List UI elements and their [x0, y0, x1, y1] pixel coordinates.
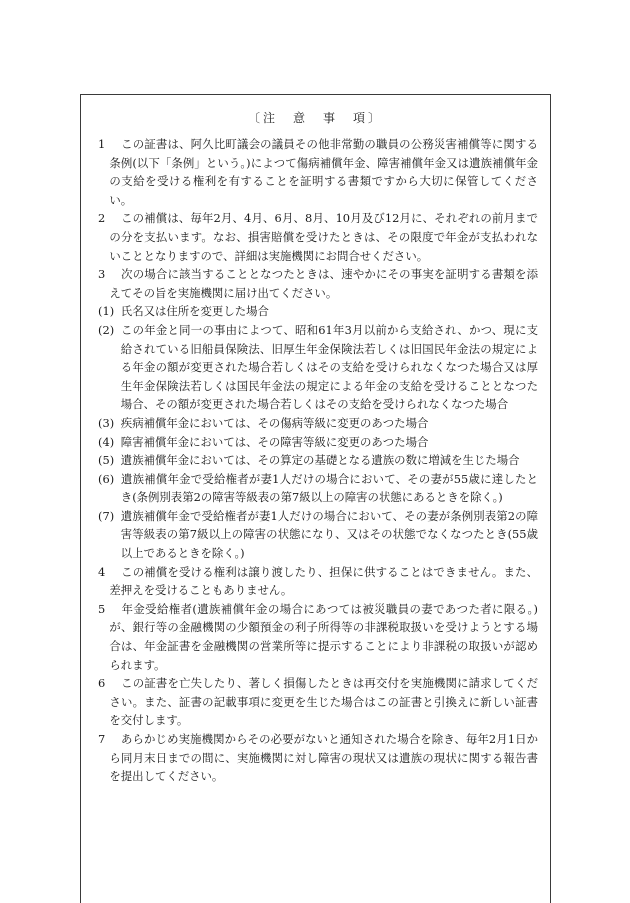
notice-item-7	[98, 730, 538, 786]
notice-frame	[80, 94, 551, 903]
notice-subitem-1	[98, 302, 538, 321]
item-text: この証書は、阿久比町議会の議員その他非常勤の職員の公務災害補償等に関する条例(以下「条例」という。)によつて傷病補償年金、障害補償年金又は遺族補償年金の支給を受ける権利を有することを証明する書類ですから大切に保管してください。	[109, 137, 538, 207]
subitem-text: 障害補償年金においては、その障害等級に変更のあつた場合	[120, 434, 429, 449]
item-text: あらかじめ実施機関からその必要がないと通知された場合を除き、毎年2月1日から同月末日までの間に、実施機関に対し障害の現状又は遺族の現状に関する報告書を提出してください。	[109, 732, 538, 784]
notice-subitem-3	[98, 414, 538, 433]
subitem-number: (1)	[98, 304, 115, 319]
item-number: 3	[98, 267, 106, 282]
subitem-text: この年金と同一の事由によつて、昭和61年3月以前から支給され、かつ、現に支給されている旧船員保険法、旧厚生年金保険法若しくは旧国民年金法の規定による年金の額が変更された場合若しくはその支給を受けられなくなつた場合又は厚生年金保険法若しくは国民年金法の規定による年金の支給を受けることとなつた場合、その額が変更された場合若しくはその支給を受けられなくなつた場合	[120, 322, 538, 412]
notice-subitem-5	[98, 451, 538, 470]
subitem-number: (3)	[98, 415, 115, 430]
item-number: 7	[98, 732, 106, 746]
item-number: 5	[98, 601, 106, 616]
notice-item-4	[98, 563, 538, 600]
subitem-text: 遺族補償年金で受給権者が妻1人だけの場合において、その妻が条例別表第2の障害等級表の第7級以上の障害の状態になり、又はその状態でなくなつたとき(55歳以上であるときを除く。)	[120, 508, 538, 561]
notice-subitem-7	[98, 507, 538, 563]
subitem-number: (4)	[98, 434, 115, 449]
subitem-number: (7)	[98, 508, 115, 523]
notice-content	[98, 135, 538, 786]
notice-item-6	[98, 674, 538, 730]
notice-item-1	[98, 135, 538, 209]
notice-title: 〔注 意 事 項〕	[247, 111, 383, 125]
item-number: 1	[98, 137, 106, 151]
item-text: この証書を亡失したり、著しく損傷したときは再交付を実施機関に請求してください。また、証書の記載事項に変更を生じた場合はこの証書と引換えに新しい証書を交付します。	[109, 676, 538, 728]
item-text: この補償は、毎年2月、4月、6月、8月、10月及び12月に、それぞれの前月までの分を支払います。なお、損害賠償を受けたときは、その限度で年金が支払われないこととなりますので、詳細は実施機関にお問合せください。	[109, 211, 538, 263]
notice-item-5	[98, 600, 538, 674]
item-number: 4	[98, 564, 106, 579]
subitem-number: (5)	[98, 453, 115, 468]
item-number: 6	[98, 676, 106, 691]
subitem-text: 遺族補償年金で受給権者が妻1人だけの場合において、その妻が55歳に達したとき(条例別表第2の障害等級表の第7級以上の障害の状態にあるときを除く。)	[120, 471, 538, 505]
notice-subitem-4	[98, 433, 538, 452]
item-text: 年金受給権者(遺族補償年金の場合にあつては被災職員の妻であつた者に限る。)が、銀行等の金融機関の少額預金の利子所得等の非課税取扱いを受けようとする場合は、年金証書を金融機関の営業所等に提示することにより非課税の取扱いが認められます。	[109, 601, 538, 672]
subitem-text: 疾病補償年金においては、その傷病等級に変更のあつた場合	[120, 415, 429, 430]
subitem-text: 遺族補償年金においては、その算定の基礎となる遺族の数に増減を生じた場合	[120, 453, 520, 468]
notice-subitem-6	[98, 470, 538, 507]
item-text: 次の場合に該当することとなつたときは、速やかにその事実を証明する書類を添えてその旨を実施機関に届け出てください。	[109, 267, 538, 300]
subitem-number: (2)	[98, 322, 115, 337]
notice-item-3	[98, 265, 538, 302]
subitem-text: 氏名又は住所を変更した場合	[120, 304, 269, 319]
notice-subitem-2	[98, 321, 538, 414]
item-number: 2	[98, 211, 106, 226]
subitem-number: (6)	[98, 471, 115, 486]
notice-item-2	[98, 209, 538, 265]
item-text: この補償を受ける権利は譲り渡したり、担保に供することはできません。また、差押えを受けることもありません。	[109, 564, 538, 598]
